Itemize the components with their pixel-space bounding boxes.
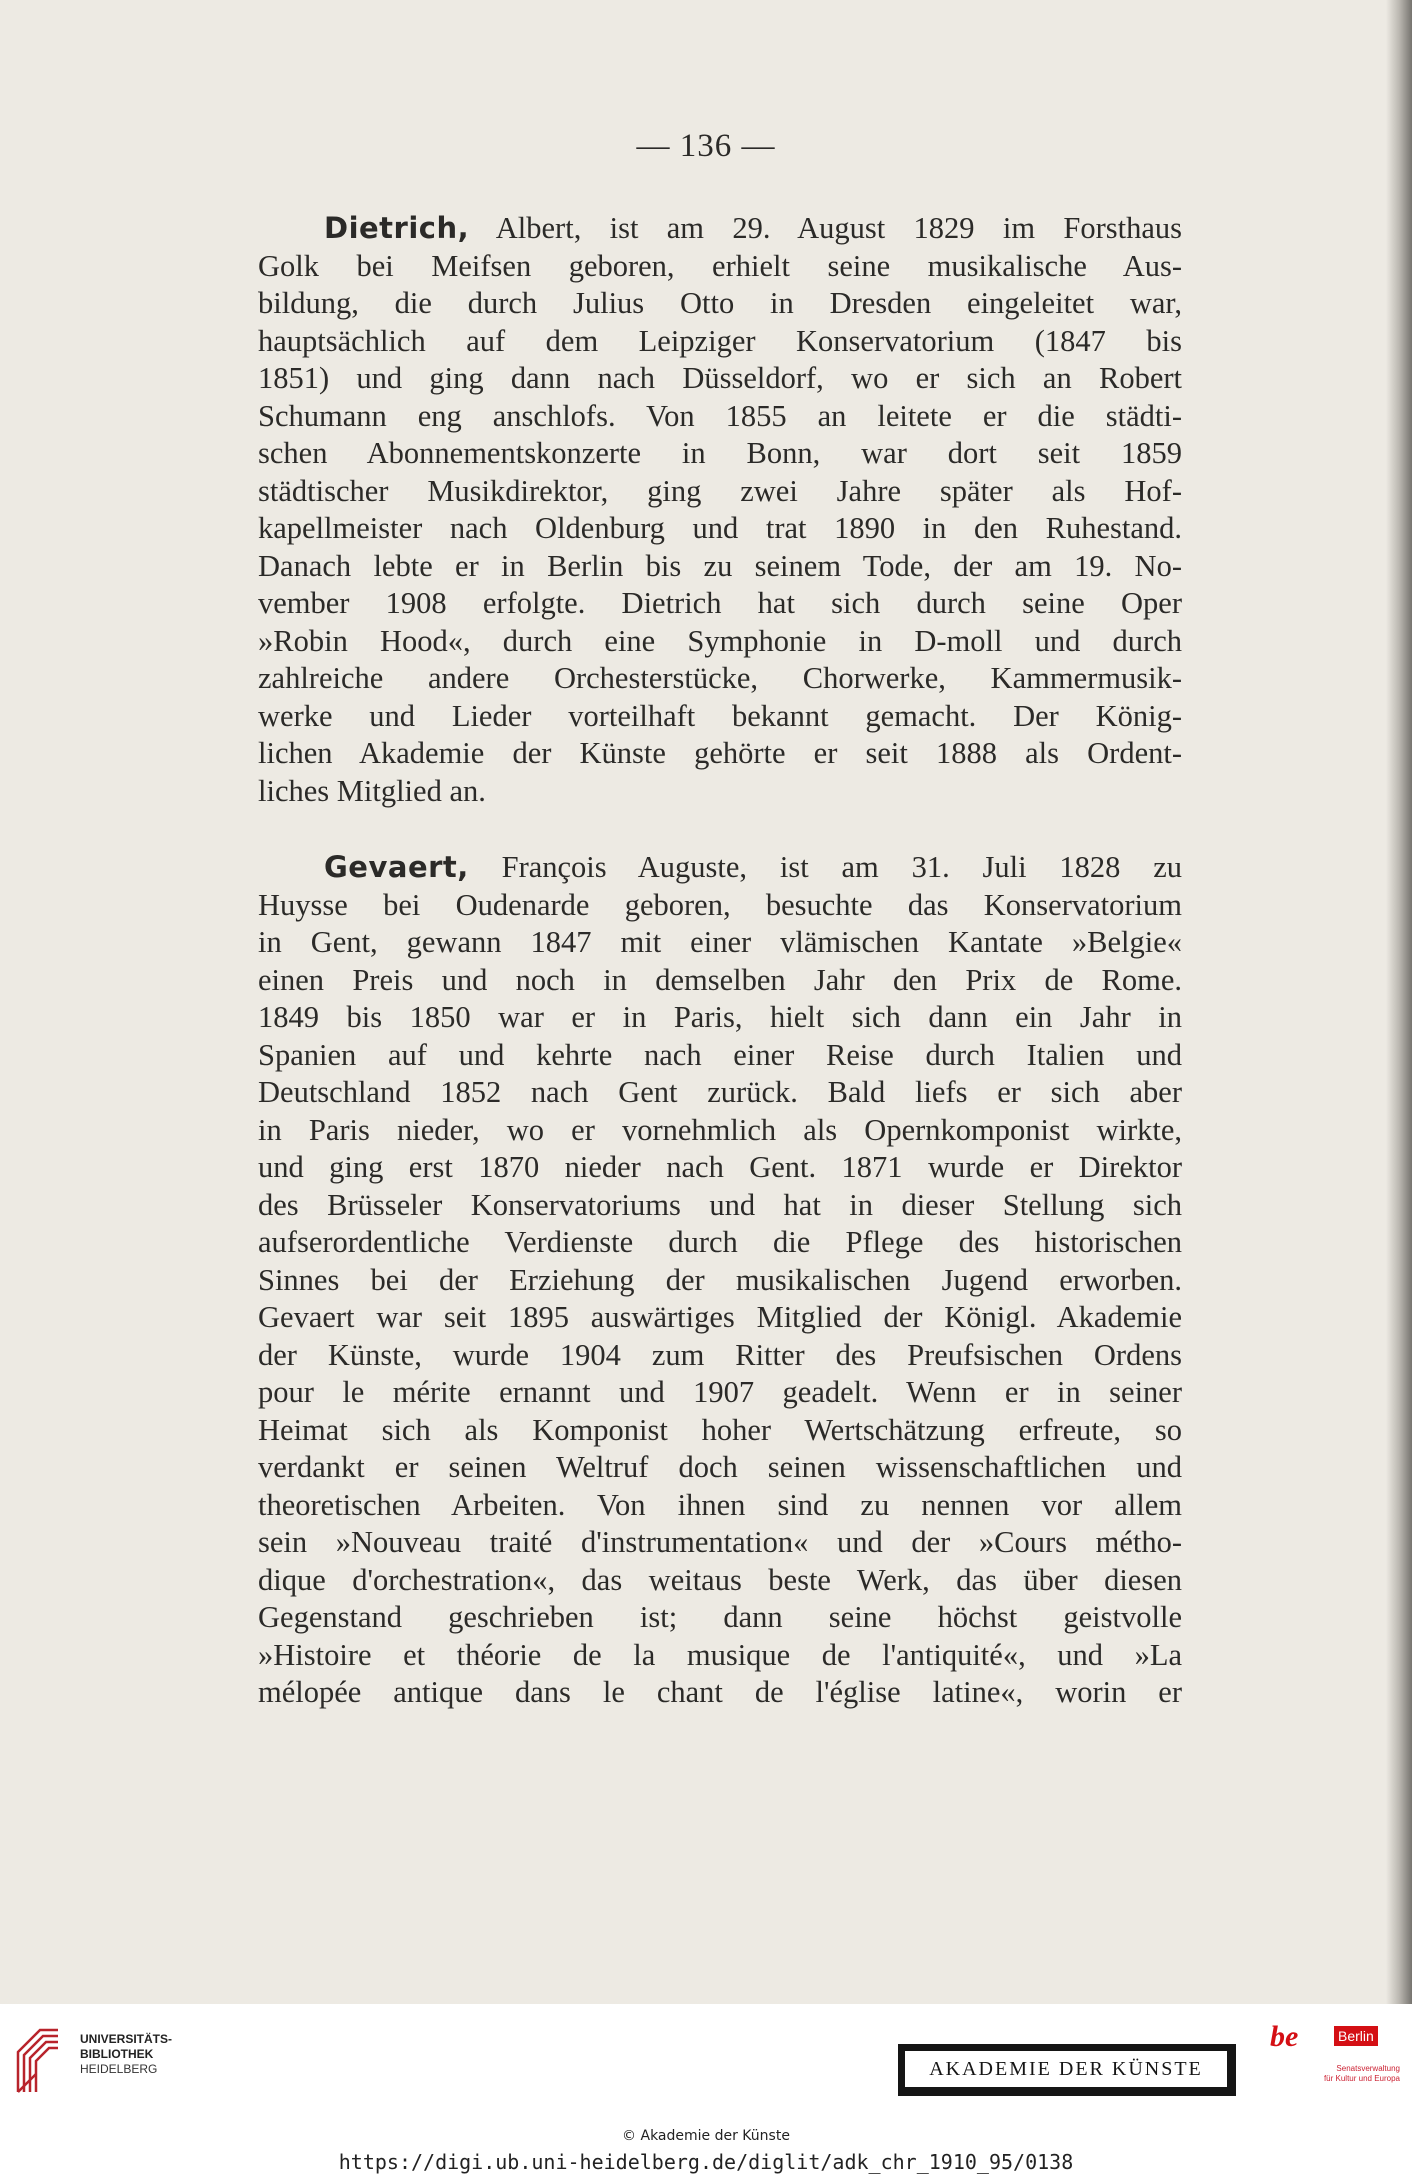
berlin-logo-text: be bbox=[1270, 2020, 1299, 2053]
text-line: und ging erst 1870 nieder nach Gent. 1871 wurde er Direktor bbox=[258, 1150, 1182, 1184]
page-edge-shadow bbox=[1386, 0, 1412, 2004]
text-line: sein »Nouveau traité d'instrumentation« und der »Cours métho- bbox=[258, 1525, 1182, 1559]
library-name-line: HEIDELBERG bbox=[80, 2062, 158, 2076]
text-line: aufserordentliche Verdienste durch die Pflege des historischen bbox=[258, 1225, 1182, 1259]
berlin-senate-logo[interactable] bbox=[1270, 2022, 1400, 2102]
text-line: Golk bei Meifsen geboren, erhielt seine musikalische Aus- bbox=[258, 248, 1182, 283]
text-line: in Gent, gewann 1847 mit einer vlämischen Kantate »Belgie« bbox=[258, 925, 1182, 959]
berlin-department-text: Senatsverwaltung für Kultur und Europa bbox=[1323, 2064, 1400, 2083]
text-line: Deutschland 1852 nach Gent zurück. Bald liefs er sich aber bbox=[258, 1075, 1182, 1109]
entry-name: Dietrich, bbox=[324, 211, 470, 245]
text-line: mélopée antique dans le chant de l'église latine«, worin er bbox=[258, 1675, 1182, 1709]
permalink-url[interactable]: https://digi.ub.uni-heidelberg.de/diglit/adk_chr_1910_95/0138 bbox=[338, 2150, 1074, 2174]
university-library-name[interactable] bbox=[80, 2032, 172, 2077]
text-line: liches Mitglied an. bbox=[258, 773, 486, 808]
text-line: einen Preis und noch in demselben Jahr den Prix de Rome. bbox=[258, 962, 1182, 997]
text-line: Huysse bei Oudenarde geboren, besuchte das Konservatorium bbox=[258, 887, 1182, 922]
text-line: Dietrich, Albert, ist am 29. August 1829 im Forsthaus bbox=[324, 211, 1182, 245]
text-line: dique d'orchestration«, das weitaus beste Werk, das über diesen bbox=[258, 1562, 1182, 1597]
text-line: Schumann eng anschlofs. Von 1855 an leitete er die städti- bbox=[258, 398, 1182, 433]
text-line: des Brüsseler Konservatoriums und hat in dieser Stellung sich bbox=[258, 1187, 1182, 1222]
akademie-label: AKADEMIE DER KÜNSTE bbox=[904, 2050, 1228, 2088]
text-line: kapellmeister nach Oldenburg und trat 1890 in den Ruhestand. bbox=[258, 511, 1182, 545]
entry-dietrich bbox=[258, 210, 1182, 810]
text-line: Gevaert war seit 1895 auswärtiges Mitglied der Königl. Akademie bbox=[258, 1300, 1182, 1334]
text-line: in Paris nieder, wo er vornehmlich als Opernkomponist wirkte, bbox=[258, 1112, 1182, 1147]
library-name-line: UNIVERSITÄTS- bbox=[80, 2032, 173, 2046]
text-line: lichen Akademie der Künste gehörte er seit 1888 als Ordent- bbox=[258, 736, 1182, 770]
text-line: Danach lebte er in Berlin bis zu seinem Tode, der am 19. No- bbox=[258, 548, 1182, 583]
text-line: schen Abonnementskonzerte in Bonn, war dort seit 1859 bbox=[258, 436, 1182, 470]
entry-gevaert bbox=[258, 849, 1182, 1712]
text-line: »Robin Hood«, durch eine Symphonie in D-moll und durch bbox=[258, 623, 1182, 658]
text-line: zahlreiche andere Orchesterstücke, Chorwerke, Kammermusik- bbox=[258, 661, 1182, 695]
library-name-line: BIBLIOTHEK bbox=[80, 2047, 154, 2061]
viewer-footer bbox=[0, 2004, 1412, 2183]
text-line: Spanien auf und kehrte nach einer Reise durch Italien und bbox=[258, 1037, 1182, 1072]
berlin-badge: Berlin bbox=[1334, 2026, 1378, 2046]
page-number: — 136 — bbox=[636, 128, 776, 164]
text-line: theoretischen Arbeiten. Von ihnen sind zu nennen vor allem bbox=[258, 1487, 1182, 1522]
university-library-logo-icon[interactable] bbox=[14, 2026, 62, 2096]
text-line: »Histoire et théorie de la musique de l'antiquité«, und »La bbox=[258, 1637, 1182, 1672]
akademie-der-kuenste-logo[interactable] bbox=[898, 2044, 1236, 2096]
text-line: der Künste, wurde 1904 zum Ritter des Preufsischen Ordens bbox=[258, 1337, 1182, 1372]
text-line: Gegenstand geschrieben ist; dann seine höchst geistvolle bbox=[258, 1600, 1182, 1634]
text-line: 1849 bis 1850 war er in Paris, hielt sich dann ein Jahr in bbox=[258, 1000, 1182, 1034]
text-line: vember 1908 erfolgte. Dietrich hat sich durch seine Oper bbox=[258, 586, 1182, 620]
text-line: städtischer Musikdirektor, ging zwei Jahre später als Hof- bbox=[258, 473, 1182, 508]
text-line: Sinnes bei der Erziehung der musikalischen Jugend erworben. bbox=[258, 1262, 1182, 1297]
entry-name: Gevaert, bbox=[324, 850, 469, 884]
text-line: verdankt er seinen Weltruf doch seinen wissenschaftlichen und bbox=[258, 1450, 1182, 1484]
copyright-notice: © Akademie der Künste bbox=[622, 2128, 790, 2144]
text-line: Gevaert, François Auguste, ist am 31. Juli 1828 zu bbox=[324, 850, 1182, 884]
text-line: hauptsächlich auf dem Leipziger Konservatorium (1847 bis bbox=[258, 323, 1182, 358]
text-line: bildung, die durch Julius Otto in Dresden eingeleitet war, bbox=[258, 286, 1182, 320]
text-line: Heimat sich als Komponist hoher Wertschätzung erfreute, so bbox=[258, 1412, 1182, 1447]
text-line: werke und Lieder vorteilhaft bekannt gemacht. Der König- bbox=[258, 698, 1182, 733]
text-line: 1851) und ging dann nach Düsseldorf, wo er sich an Robert bbox=[258, 361, 1182, 395]
text-line: pour le mérite ernannt und 1907 geadelt. Wenn er in seiner bbox=[258, 1375, 1182, 1409]
